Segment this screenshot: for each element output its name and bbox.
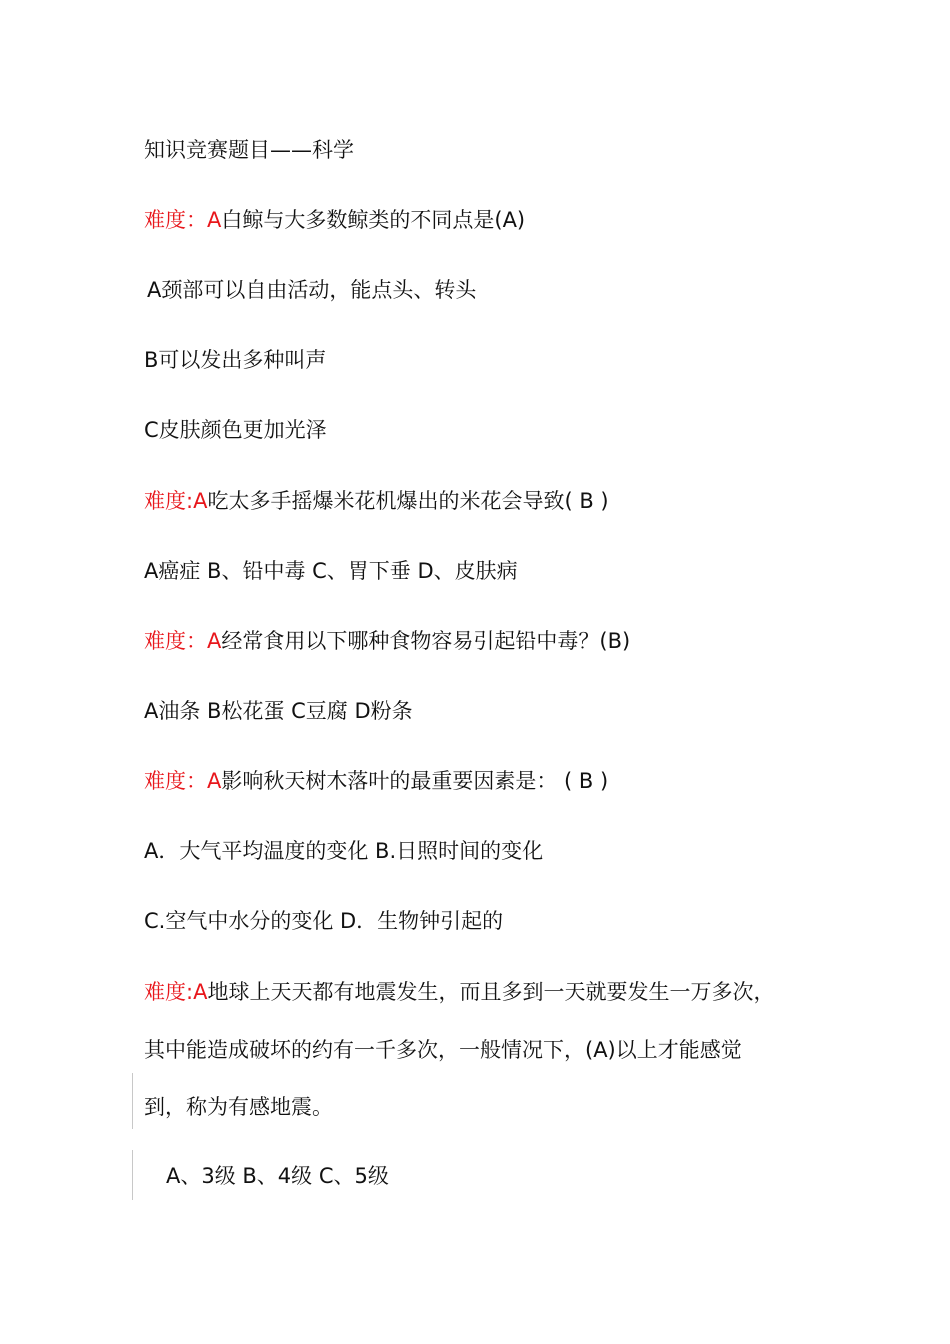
difficulty-label: 难度:A bbox=[144, 980, 208, 1004]
margin-bar bbox=[132, 1073, 133, 1129]
question-text: 影响秋天树木落叶的最重要因素是： ( B ) bbox=[221, 769, 609, 793]
question-3-options: A油条 B松花蛋 C豆腐 D粉条 bbox=[144, 699, 413, 723]
difficulty-label: 难度：A bbox=[144, 769, 222, 793]
question-text: 经常食用以下哪种食物容易引起铅中毒？(B) bbox=[221, 629, 631, 653]
margin-bar bbox=[132, 1150, 133, 1200]
question-2 bbox=[144, 487, 609, 515]
question-5-text-line-3: 到，称为有感地震。 bbox=[144, 1095, 333, 1119]
difficulty-label: 难度：A bbox=[144, 208, 222, 232]
question-text-line-1: 地球上天天都有地震发生，而且多到一天就要发生一万多次， bbox=[207, 980, 775, 1004]
question-1-option-c: C皮肤颜色更加光泽 bbox=[144, 418, 327, 442]
question-5-text-line-2: 其中能造成破坏的约有一千多次，一般情况下，(A)以上才能感觉 bbox=[144, 1038, 742, 1062]
page-title: 知识竞赛题目——科学 bbox=[144, 138, 354, 162]
question-5 bbox=[144, 978, 774, 1006]
question-1-option-b: B可以发出多种叫声 bbox=[144, 348, 327, 372]
question-2-options: A癌症 B、铅中毒 C、胃下垂 D、皮肤病 bbox=[144, 559, 518, 583]
question-text: 吃太多手摇爆米花机爆出的米花会导致( B ) bbox=[207, 489, 609, 513]
question-1-option-a: A颈部可以自由活动，能点头、转头 bbox=[147, 278, 477, 302]
question-4 bbox=[144, 767, 608, 795]
question-4-options-row-1: A．大气平均温度的变化 B.日照时间的变化 bbox=[144, 839, 544, 863]
question-5-options: A、3级 B、4级 C、5级 bbox=[166, 1164, 389, 1188]
difficulty-label: 难度:A bbox=[144, 489, 208, 513]
question-1 bbox=[144, 206, 525, 234]
question-text: 白鲸与大多数鲸类的不同点是(A) bbox=[221, 208, 526, 232]
question-4-options-row-2: C.空气中水分的变化 D．生物钟引起的 bbox=[144, 909, 504, 933]
question-3 bbox=[144, 627, 630, 655]
difficulty-label: 难度：A bbox=[144, 629, 222, 653]
